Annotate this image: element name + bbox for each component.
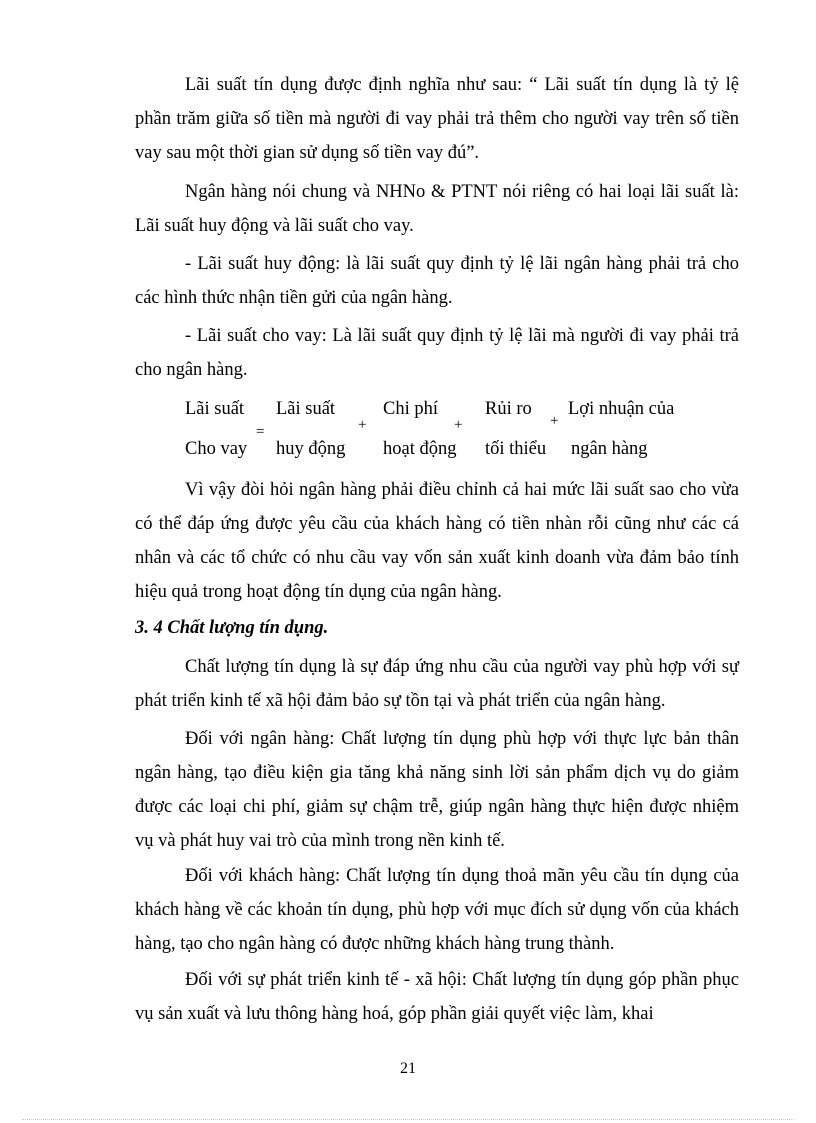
formula-term4-top: Lợi nhuận của — [568, 399, 675, 419]
formula-term4-bottom: ngân hàng — [571, 439, 648, 459]
paragraph-for-economy: Đối với sự phát triển kinh tế - xã hội: Chất lượng tín dụng góp phần phục vụ sản xuất và lưu thông hàng hoá, góp phần giải quyết việc làm, khai — [135, 970, 739, 1024]
page-bottom-rule — [22, 1119, 794, 1120]
paragraph-lending-rate: - Lãi suất cho vay: Là lãi suất quy định tỷ lệ lãi mà người đi vay phải trả cho ngân hàng. — [135, 326, 739, 380]
formula-lhs-bottom: Cho vay — [185, 439, 248, 459]
formula-term2-top: Chi phí — [383, 399, 438, 419]
formula-term2-bottom: hoạt động — [383, 439, 457, 459]
formula-plus-2: + — [454, 417, 463, 433]
formula-lhs-top: Lãi suất — [185, 399, 245, 419]
formula-term1-top: Lãi suất — [276, 399, 336, 419]
paragraph-for-customer: Đối với khách hàng: Chất lượng tín dụng thoả mãn yêu cầu tín dụng của khách hàng về các khoản tín dụng, phù hợp với mục đích sử dụng vốn của khách hàng, tạo cho ngân hàng có được những khách hàng trung thành. — [135, 866, 739, 954]
paragraph-adjust-rates: Vì vậy đòi hỏi ngân hàng phải điều chỉnh cả hai mức lãi suất sao cho vừa có thể đáp ứng được yêu cầu của khách hàng có tiền nhàn rỗi cũng như các cá nhân và các tổ chức có nhu cầu vay vốn sản xuất kinh doanh vừa đảm bảo tính hiệu quả trong hoạt động tín dụng của ngân hàng. — [135, 480, 739, 602]
formula-plus-1: + — [358, 417, 367, 433]
paragraph-credit-quality: Chất lượng tín dụng là sự đáp ứng nhu cầu của người vay phù hợp với sự phát triển kinh tế xã hội đảm bảo sự tồn tại và phát triển của ngân hàng. — [135, 657, 739, 711]
paragraph-interest-definition: Lãi suất tín dụng được định nghĩa như sau: “ Lãi suất tín dụng là tỷ lệ phần trăm giữa số tiền mà người đi vay phải trả thêm cho người vay trên số tiền vay sau một thời gian sử dụng số tiền vay đú”. — [135, 75, 739, 163]
formula-term1-bottom: huy động — [276, 439, 346, 459]
paragraph-deposit-rate: - Lãi suất huy động: là lãi suất quy định tỷ lệ lãi ngân hàng phải trả cho các hình thức nhận tiền gửi của ngân hàng. — [135, 254, 739, 308]
paragraph-interest-types: Ngân hàng nói chung và NHNo & PTNT nói riêng có hai loại lãi suất là: Lãi suất huy động và lãi suất cho vay. — [135, 182, 739, 236]
paragraph-for-bank: Đối với ngân hàng: Chất lượng tín dụng phù hợp với thực lực bản thân ngân hàng, tạo điều kiện gia tăng khả năng sinh lời sản phẩm dịch vụ do giảm được các loại chi phí, giảm sự chậm trễ, giúp ngân hàng thực hiện được nhiệm vụ và phát huy vai trò của mình trong nền kinh tế. — [135, 729, 739, 851]
section-heading: 3. 4 Chất lượng tín dụng. — [135, 618, 329, 638]
formula-equals: = — [256, 424, 265, 440]
page-number: 21 — [400, 1060, 416, 1077]
formula-term3-top: Rủi ro — [485, 399, 532, 419]
formula-plus-3: + — [550, 413, 559, 429]
formula-term3-bottom: tối thiểu — [485, 439, 547, 459]
